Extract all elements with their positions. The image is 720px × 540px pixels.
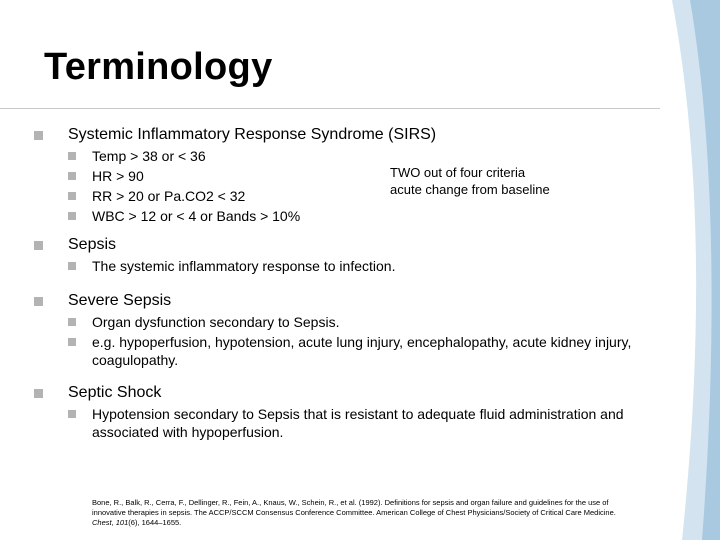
- section-septic-shock: [34, 383, 642, 441]
- decorative-corner-swoosh: [656, 0, 720, 540]
- citation-journal: Chest: [92, 518, 112, 527]
- list-item: [68, 167, 436, 185]
- sirs-criteria-note: [390, 164, 550, 198]
- square-bullet-icon: [68, 172, 76, 180]
- square-bullet-icon: [68, 262, 76, 270]
- list-item: [68, 257, 395, 275]
- bullet-heading: [34, 125, 436, 145]
- square-bullet-icon: [34, 131, 43, 140]
- bullet-heading: [34, 235, 395, 255]
- list-item: [68, 147, 436, 165]
- list-item: [68, 333, 642, 369]
- heading-text: Septic Shock: [68, 384, 162, 401]
- heading-text: Severe Sepsis: [68, 292, 172, 309]
- square-bullet-icon: [68, 212, 76, 220]
- square-bullet-icon: [68, 192, 76, 200]
- list-item: [68, 405, 642, 441]
- item-text: The systemic inflammatory response to infection.: [92, 258, 396, 274]
- list-item: [68, 313, 642, 331]
- bullet-heading: [34, 383, 642, 403]
- citation-text: Bone, R., Balk, R., Cerra, F., Dellinger, R., Fein, A., Knaus, W., Schein, R., et al. (1992). Definitions for sepsis and organ failure and guidelines for the use of innovative therapies in sepsis. The ACCP/SCCM Consensus Conference Committee. American College of Chest Physicians/Society of Critical Care Medicine.: [92, 498, 616, 517]
- square-bullet-icon: [68, 338, 76, 346]
- section-sepsis: [34, 235, 395, 275]
- section-severe-sepsis: [34, 291, 642, 369]
- item-text: Hypotension secondary to Sepsis that is resistant to adequate fluid administration and associated with hypoperfusion.: [92, 406, 624, 440]
- title-divider: [0, 108, 660, 109]
- square-bullet-icon: [34, 297, 43, 306]
- item-text: HR > 90: [92, 168, 144, 184]
- note-line: TWO out of four criteria: [390, 165, 526, 180]
- heading-text: Sepsis: [68, 236, 117, 253]
- citation-volume: 101: [115, 518, 129, 527]
- item-text: WBC > 12 or < 4 or Bands > 10%: [92, 208, 301, 224]
- item-text: Organ dysfunction secondary to Sepsis.: [92, 314, 340, 330]
- square-bullet-icon: [34, 241, 43, 250]
- citation-pages: (6), 1644–1655.: [128, 518, 182, 527]
- heading-text: Systemic Inflammatory Response Syndrome (SIRS): [68, 126, 437, 143]
- square-bullet-icon: [68, 410, 76, 418]
- item-text: RR > 20 or Pa.CO2 < 32: [92, 188, 246, 204]
- square-bullet-icon: [68, 152, 76, 160]
- square-bullet-icon: [68, 318, 76, 326]
- slide-title: Terminology: [44, 46, 273, 88]
- note-line: acute change from baseline: [390, 182, 550, 197]
- list-item: [68, 187, 436, 205]
- citation: Bone, R., Balk, R., Cerra, F., Dellinger, R., Fein, A., Knaus, W., Schein, R., et al. (1992). Definitions for sepsis and organ failure and guidelines for the use of innovative therapies in sepsis. The ACCP/SCCM Consensus Conference Committee. American College of Chest Physicians/Society of Critical Care Medicine. Chest, 101(6), 1644–1655.: [92, 498, 616, 527]
- bullet-heading: [34, 291, 642, 311]
- list-item: [68, 207, 436, 225]
- item-text: e.g. hypoperfusion, hypotension, acute lung injury, encephalopathy, acute kidney injury, coagulopathy.: [92, 334, 632, 368]
- item-text: Temp > 38 or < 36: [92, 148, 206, 164]
- section-sirs: [34, 125, 436, 225]
- square-bullet-icon: [34, 389, 43, 398]
